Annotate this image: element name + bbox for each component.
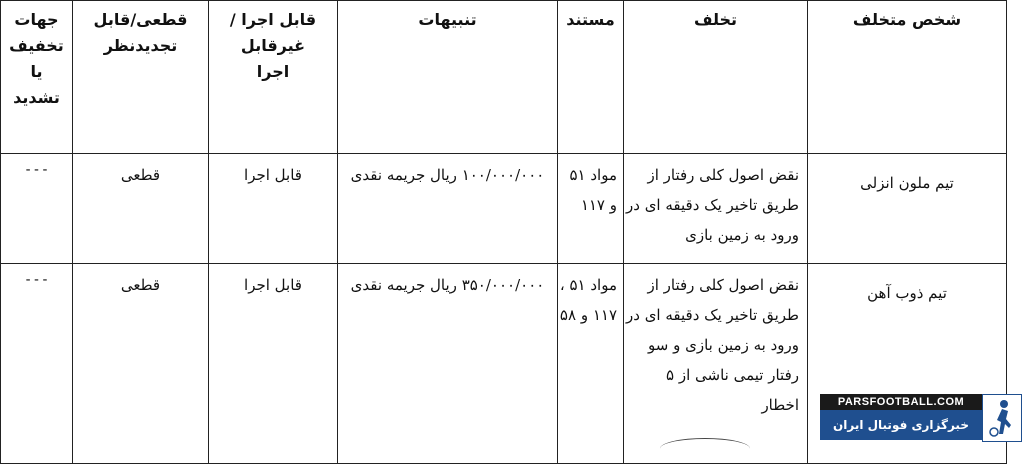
reduction-text: --- <box>23 272 50 288</box>
enforceable-text: قابل اجرا <box>244 276 302 294</box>
basis-cell <box>558 154 624 264</box>
finality-text: قطعی <box>120 166 161 184</box>
offender-text: تیم ملون انزلی <box>860 174 954 192</box>
header-enforceable: قابل اجرا /غیرقابل اجرا <box>209 1 338 154</box>
basis-text: مواد ۵۱ و ۱۱۷ <box>569 166 617 214</box>
basis-text: مواد ۵۱ ، ۱۱۷ و ۵۸ <box>559 276 617 324</box>
table-row <box>1 154 1007 264</box>
penalty-text: ۳۵۰/۰۰۰/۰۰۰ ریال جریمه نقدی <box>350 276 545 294</box>
header-violation: تخلف <box>624 1 808 154</box>
logo-site-name: PARSFOOTBALL.COM <box>820 394 982 410</box>
parsfootball-logo <box>820 394 1022 446</box>
basis-cell <box>558 264 624 464</box>
violation-text: نقض اصول کلی رفتار از طریق تاخیر یک دقیقه ای در ورود به زمین بازی و سو رفتار تیمی ناشی از ۵ اخطار <box>626 276 799 414</box>
header-finality: قطعی/قابل تجدیدنظر <box>73 1 209 154</box>
header-basis: مستند <box>558 1 624 154</box>
footballer-icon <box>982 394 1022 442</box>
finality-cell <box>73 264 209 464</box>
finality-cell <box>73 154 209 264</box>
logo-tagline: خبرگزاری فوتبال ایران <box>820 410 982 440</box>
penalty-text: ۱۰۰/۰۰۰/۰۰۰ ریال جریمه نقدی <box>350 166 545 184</box>
reduction-cell <box>1 154 73 264</box>
violation-cell <box>624 264 808 464</box>
enforceable-text: قابل اجرا <box>244 166 302 184</box>
violation-text: نقض اصول کلی رفتار از طریق تاخیر یک دقیقه ای در ورود به زمین بازی <box>626 166 799 244</box>
header-reduction: جهات تخفیف یا تشدید <box>1 1 73 154</box>
enforceable-cell <box>209 264 338 464</box>
offender-text: تیم ذوب آهن <box>867 284 947 302</box>
penalty-cell <box>338 154 558 264</box>
reduction-cell <box>1 264 73 464</box>
page-edge-arc <box>660 438 750 459</box>
header-penalties: تنبیهات <box>338 1 558 154</box>
finality-text: قطعی <box>120 276 161 294</box>
offender-cell <box>808 154 1007 264</box>
reduction-text: --- <box>23 162 50 178</box>
penalty-cell <box>338 264 558 464</box>
header-row <box>1 1 1007 154</box>
violation-cell <box>624 154 808 264</box>
logo-text-block <box>820 394 982 446</box>
header-offender: شخص متخلف <box>808 1 1007 154</box>
enforceable-cell <box>209 154 338 264</box>
